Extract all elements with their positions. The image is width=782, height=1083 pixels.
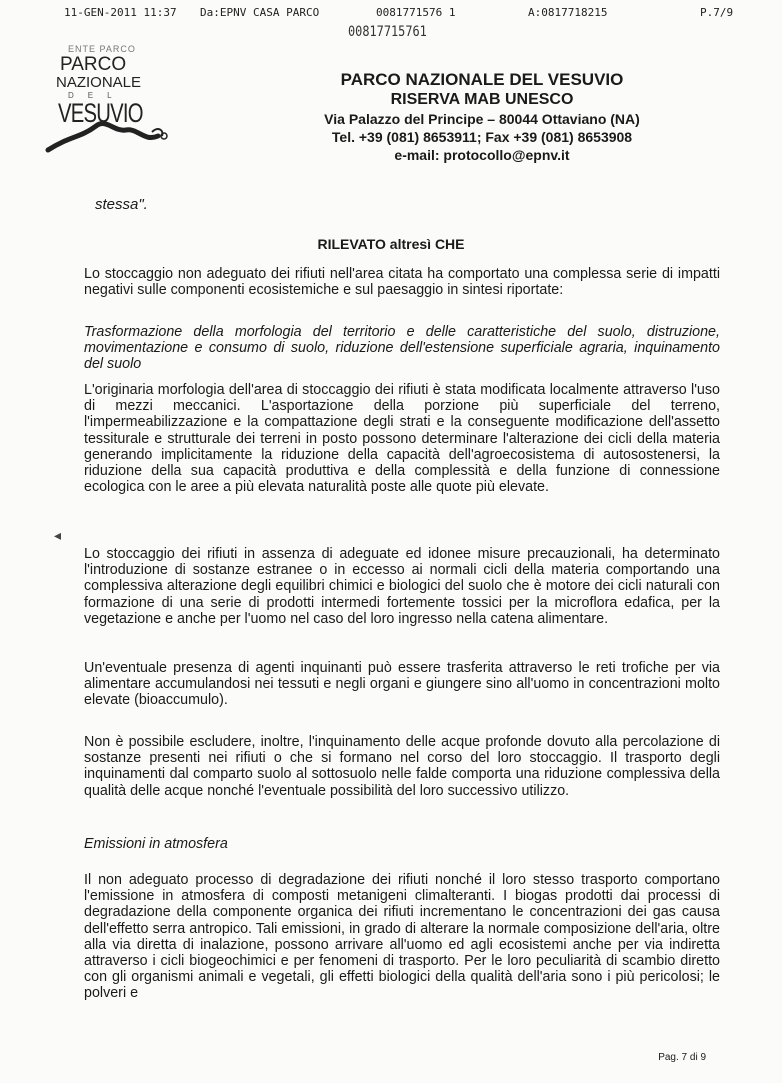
paragraph-7: Il non adeguato processo di degradazione dei rifiuti nonché il loro stesso trasporto comportano l'emissione in atmosfera di composti metanigeni climalteranti. I biogas prodotti dai processi di degradazione della componente organica dei rifiuti incrementano le concentrazioni dei gas causa dell'effetto serra antropico. Tali emissioni, in grado di alterare la normale composizione dell'aria, oltre alla via diretta di inalazione, possono arrivare all'uomo ed agli ecosistemi anche per via indiretta attraverso i cicli biogeochimici e per fenomeni di trasporto. Per le loro peculiarità di scambio diretto con gli organismi animali e vegetali, gli effetti biologici della qualità dell'aria sono i più pericolosi; le polveri e [84,872,720,1002]
paragraph-5: Un'eventuale presenza di agenti inquinanti può essere trasferita attraverso le reti trofiche per via alimentare accumulandosi nei tessuti e negli organi e giungere sino all'uomo in concentrazioni molto elevate (bioaccumulo). [84,660,720,709]
park-logo [40,40,190,160]
fax-page: P.7/9 [700,6,734,19]
paragraph-pollutants [84,660,720,709]
paragraph-1: Lo stoccaggio non adeguato dei rifiuti nell'area citata ha comportato una complessa serie di impatti negativi sulle componenti ecosistemiche e sul paesaggio in sintesi riportate: [84,266,720,299]
logo-vesuvio: VESUVIO [58,98,143,128]
logo-top-text: ENTE PARCO [68,44,136,54]
paragraph-morphology [84,382,720,495]
paragraph-emissions [84,872,720,1002]
fax-recipient: A:0817718215 [528,6,608,19]
fax-sub-number: 00817715761 [348,24,427,40]
page-footer: Pag. 7 di 9 [658,1052,706,1063]
heading-emissioni [84,836,720,852]
paragraph-6: Non è possibile escludere, inoltre, l'inquinamento delle acque profonde dovuto alla percolazione di sostanze presenti nei rifiuti o che si formano nel corso del loro stoccaggio. Il trasporto degli inquinamenti dal comparto suolo al sottosuolo nelle falde comporta una riduzione complessiva della qualità delle acque nonché l'eventuale possibilità del loro successivo utilizzo. [84,734,720,799]
paragraph-heading-italic [84,324,720,373]
fax-header [0,6,782,22]
logo-del: DEL [68,91,126,100]
letterhead-email: e-mail: protocollo@epnv.it [394,147,570,163]
fax-datetime: 11-GEN-2011 11:37 [64,6,177,19]
letterhead-address: Via Palazzo del Principe – 80044 Ottaviano (NA) [324,111,640,127]
heading-emissioni-text: Emissioni in atmosfera [84,836,228,852]
letterhead-phone: Tel. +39 (081) 8653911; Fax +39 (081) 8653908 [331,129,633,145]
letterhead [282,70,682,164]
paragraph-3: L'originaria morfologia dell'area di stoccaggio dei rifiuti è stata modificata localmente attraverso l'uso di mezzi meccanici. L'asportazione della porzione più superficiale del terreno, l'impermeabilizzazione e la compattazione degli strati e la conseguente modificazione dell'assetto tessiturale e strutturale dei terreni in posto possono determinare l'alterazione dei cicli della materia generando implicitamente la riduzione della capacità dell'agroecosistema di autosostenersi, la riduzione della sua capacità produttiva e della complessità e della funzione di connessione ecologica con le aree a più elevata naturalità poste alle quote più elevate. [84,382,720,496]
section-title: RILEVATO altresì CHE [317,236,465,252]
margin-arrow-icon: ◂ [54,527,62,543]
paragraph-intro [84,266,720,298]
carry-over-text: stessa". [95,196,148,213]
paragraph-4: Lo stoccaggio dei rifiuti in assenza di adeguate ed idonee misure precauzionali, ha determinato l'introduzione di sostanze estranee o in eccesso ai normali cicli della materia comportando una complessiva alterazione degli equilibri chimici e biologici del suolo che è motore dei cicli naturali con formazione di una serie di prodotti intermedi fortemente tossici per la microflora edafica, per la vegetazione e anche per l'uomo nel caso del loro ingresso nella catena alimentare. [84,546,720,627]
letterhead-subtitle: RISERVA MAB UNESCO [390,91,574,108]
fax-sender: Da:EPNV CASA PARCO [200,6,320,19]
paragraph-2: Trasformazione della morfologia del territorio e delle caratteristiche del suolo, distruzione, movimentazione e consumo di suolo, riduzione dell'estensione superficiale agraria, inquinamento del suolo [84,324,720,373]
logo-parco: PARCO [60,54,127,75]
paragraph-groundwater [84,734,720,799]
paragraph-storage [84,546,720,627]
letterhead-title: PARCO NAZIONALE DEL VESUVIO [340,70,624,89]
fax-sender-number: 0081771576 1 [376,6,456,19]
logo-nazionale: NAZIONALE [56,74,142,91]
